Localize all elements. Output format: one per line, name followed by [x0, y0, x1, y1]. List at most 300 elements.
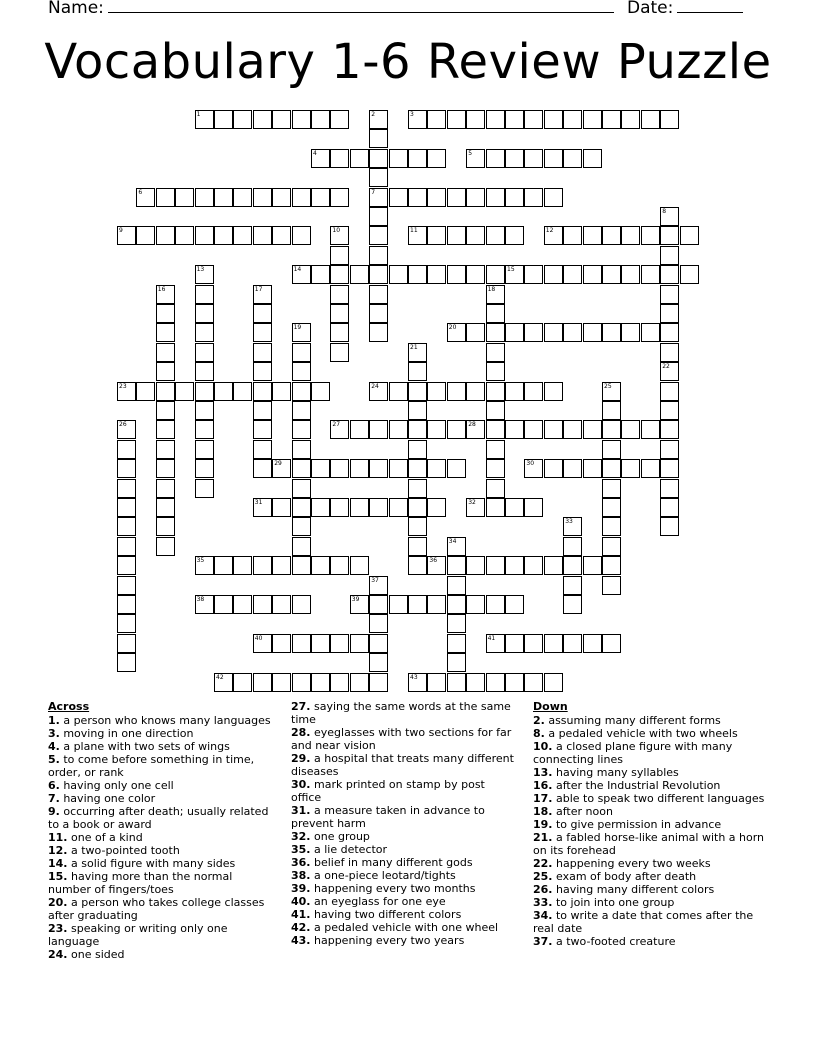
crossword-cell[interactable]	[544, 382, 563, 401]
crossword-cell[interactable]	[524, 420, 543, 439]
crossword-cell[interactable]	[505, 188, 524, 207]
crossword-cell[interactable]	[311, 382, 330, 401]
crossword-cell[interactable]	[272, 188, 291, 207]
crossword-cell[interactable]	[195, 362, 214, 381]
crossword-cell[interactable]	[660, 110, 679, 129]
crossword-cell[interactable]	[350, 149, 369, 168]
crossword-cell[interactable]	[563, 323, 582, 342]
crossword-cell[interactable]	[486, 188, 505, 207]
crossword-cell[interactable]	[660, 226, 679, 245]
crossword-cell[interactable]	[563, 634, 582, 653]
crossword-cell[interactable]	[117, 576, 136, 595]
crossword-cell[interactable]	[272, 634, 291, 653]
crossword-cell[interactable]	[408, 498, 427, 517]
crossword-cell[interactable]	[330, 634, 349, 653]
crossword-cell[interactable]	[195, 265, 214, 284]
crossword-cell[interactable]	[602, 576, 621, 595]
crossword-cell[interactable]	[292, 440, 311, 459]
crossword-cell[interactable]	[660, 207, 679, 226]
crossword-cell[interactable]	[292, 517, 311, 536]
crossword-cell[interactable]	[214, 595, 233, 614]
name-line[interactable]	[108, 0, 614, 13]
crossword-cell[interactable]	[389, 595, 408, 614]
crossword-cell[interactable]	[486, 265, 505, 284]
crossword-cell[interactable]	[621, 110, 640, 129]
crossword-cell[interactable]	[389, 265, 408, 284]
crossword-cell[interactable]	[292, 634, 311, 653]
crossword-cell[interactable]	[660, 285, 679, 304]
crossword-cell[interactable]	[292, 362, 311, 381]
crossword-cell[interactable]	[233, 226, 252, 245]
crossword-cell[interactable]	[156, 440, 175, 459]
crossword-cell[interactable]	[544, 188, 563, 207]
crossword-cell[interactable]	[350, 498, 369, 517]
crossword-cell[interactable]	[117, 226, 136, 245]
crossword-cell[interactable]	[350, 673, 369, 692]
crossword-cell[interactable]	[253, 304, 272, 323]
crossword-cell[interactable]	[447, 420, 466, 439]
crossword-cell[interactable]	[505, 420, 524, 439]
crossword-cell[interactable]	[486, 149, 505, 168]
crossword-cell[interactable]	[156, 401, 175, 420]
crossword-cell[interactable]	[136, 188, 155, 207]
crossword-cell[interactable]	[195, 479, 214, 498]
crossword-cell[interactable]	[524, 382, 543, 401]
crossword-cell[interactable]	[486, 323, 505, 342]
crossword-cell[interactable]	[544, 420, 563, 439]
crossword-cell[interactable]	[292, 556, 311, 575]
crossword-cell[interactable]	[253, 595, 272, 614]
crossword-cell[interactable]	[427, 226, 446, 245]
crossword-cell[interactable]	[505, 595, 524, 614]
crossword-cell[interactable]	[292, 343, 311, 362]
crossword-cell[interactable]	[389, 188, 408, 207]
crossword-cell[interactable]	[389, 382, 408, 401]
crossword-cell[interactable]	[486, 556, 505, 575]
crossword-cell[interactable]	[544, 459, 563, 478]
crossword-cell[interactable]	[602, 401, 621, 420]
crossword-cell[interactable]	[447, 634, 466, 653]
crossword-cell[interactable]	[447, 576, 466, 595]
crossword-cell[interactable]	[369, 634, 388, 653]
crossword-cell[interactable]	[195, 440, 214, 459]
crossword-cell[interactable]	[350, 459, 369, 478]
crossword-cell[interactable]	[292, 382, 311, 401]
crossword-cell[interactable]	[156, 323, 175, 342]
crossword-cell[interactable]	[369, 459, 388, 478]
crossword-cell[interactable]	[427, 595, 446, 614]
crossword-cell[interactable]	[602, 459, 621, 478]
crossword-cell[interactable]	[253, 323, 272, 342]
crossword-cell[interactable]	[156, 285, 175, 304]
crossword-cell[interactable]	[175, 382, 194, 401]
crossword-cell[interactable]	[330, 323, 349, 342]
crossword-cell[interactable]	[369, 576, 388, 595]
crossword-cell[interactable]	[447, 323, 466, 342]
crossword-cell[interactable]	[253, 673, 272, 692]
crossword-cell[interactable]	[253, 634, 272, 653]
crossword-cell[interactable]	[117, 517, 136, 536]
crossword-cell[interactable]	[505, 149, 524, 168]
crossword-cell[interactable]	[311, 265, 330, 284]
crossword-cell[interactable]	[214, 110, 233, 129]
crossword-cell[interactable]	[233, 110, 252, 129]
crossword-cell[interactable]	[563, 537, 582, 556]
crossword-cell[interactable]	[136, 226, 155, 245]
crossword-cell[interactable]	[602, 226, 621, 245]
crossword-cell[interactable]	[563, 595, 582, 614]
crossword-cell[interactable]	[369, 110, 388, 129]
crossword-cell[interactable]	[214, 556, 233, 575]
crossword-cell[interactable]	[233, 595, 252, 614]
crossword-cell[interactable]	[292, 265, 311, 284]
crossword-cell[interactable]	[330, 498, 349, 517]
crossword-cell[interactable]	[195, 304, 214, 323]
crossword-cell[interactable]	[408, 420, 427, 439]
crossword-cell[interactable]	[583, 556, 602, 575]
crossword-cell[interactable]	[563, 556, 582, 575]
crossword-cell[interactable]	[369, 168, 388, 187]
crossword-cell[interactable]	[427, 149, 446, 168]
crossword-cell[interactable]	[272, 498, 291, 517]
crossword-cell[interactable]	[544, 556, 563, 575]
crossword-cell[interactable]	[253, 362, 272, 381]
crossword-cell[interactable]	[117, 595, 136, 614]
crossword-cell[interactable]	[427, 420, 446, 439]
crossword-cell[interactable]	[505, 382, 524, 401]
crossword-cell[interactable]	[369, 382, 388, 401]
crossword-cell[interactable]	[253, 556, 272, 575]
crossword-cell[interactable]	[292, 479, 311, 498]
crossword-cell[interactable]	[447, 556, 466, 575]
crossword-cell[interactable]	[505, 265, 524, 284]
crossword-cell[interactable]	[311, 556, 330, 575]
crossword-cell[interactable]	[408, 673, 427, 692]
crossword-cell[interactable]	[117, 479, 136, 498]
crossword-cell[interactable]	[621, 459, 640, 478]
crossword-cell[interactable]	[330, 246, 349, 265]
crossword-cell[interactable]	[602, 382, 621, 401]
crossword-cell[interactable]	[311, 498, 330, 517]
crossword-cell[interactable]	[195, 323, 214, 342]
crossword-cell[interactable]	[117, 498, 136, 517]
crossword-cell[interactable]	[486, 420, 505, 439]
crossword-cell[interactable]	[272, 110, 291, 129]
crossword-cell[interactable]	[427, 556, 446, 575]
crossword-cell[interactable]	[486, 226, 505, 245]
crossword-cell[interactable]	[330, 265, 349, 284]
crossword-cell[interactable]	[292, 226, 311, 245]
crossword-cell[interactable]	[524, 265, 543, 284]
crossword-cell[interactable]	[156, 459, 175, 478]
crossword-cell[interactable]	[447, 188, 466, 207]
crossword-cell[interactable]	[486, 595, 505, 614]
crossword-cell[interactable]	[563, 517, 582, 536]
crossword-cell[interactable]	[311, 188, 330, 207]
crossword-cell[interactable]	[447, 265, 466, 284]
crossword-cell[interactable]	[156, 420, 175, 439]
crossword-cell[interactable]	[486, 362, 505, 381]
crossword-cell[interactable]	[195, 556, 214, 575]
crossword-cell[interactable]	[214, 382, 233, 401]
crossword-cell[interactable]	[641, 226, 660, 245]
crossword-cell[interactable]	[117, 420, 136, 439]
crossword-cell[interactable]	[272, 226, 291, 245]
crossword-cell[interactable]	[156, 517, 175, 536]
crossword-cell[interactable]	[544, 149, 563, 168]
crossword-cell[interactable]	[292, 595, 311, 614]
crossword-cell[interactable]	[544, 323, 563, 342]
crossword-cell[interactable]	[524, 323, 543, 342]
crossword-cell[interactable]	[311, 634, 330, 653]
crossword-cell[interactable]	[272, 595, 291, 614]
crossword-cell[interactable]	[156, 362, 175, 381]
crossword-cell[interactable]	[544, 265, 563, 284]
crossword-cell[interactable]	[660, 459, 679, 478]
crossword-cell[interactable]	[583, 323, 602, 342]
crossword-cell[interactable]	[350, 556, 369, 575]
crossword-cell[interactable]	[311, 459, 330, 478]
crossword-cell[interactable]	[195, 226, 214, 245]
crossword-cell[interactable]	[486, 285, 505, 304]
crossword-cell[interactable]	[583, 459, 602, 478]
crossword-cell[interactable]	[621, 265, 640, 284]
crossword-cell[interactable]	[292, 459, 311, 478]
crossword-cell[interactable]	[660, 382, 679, 401]
crossword-cell[interactable]	[330, 285, 349, 304]
crossword-cell[interactable]	[330, 188, 349, 207]
crossword-cell[interactable]	[486, 304, 505, 323]
crossword-cell[interactable]	[524, 149, 543, 168]
crossword-cell[interactable]	[544, 673, 563, 692]
crossword-cell[interactable]	[505, 634, 524, 653]
crossword-cell[interactable]	[602, 323, 621, 342]
crossword-cell[interactable]	[369, 323, 388, 342]
crossword-cell[interactable]	[466, 556, 485, 575]
crossword-cell[interactable]	[408, 459, 427, 478]
crossword-cell[interactable]	[253, 343, 272, 362]
crossword-cell[interactable]	[292, 498, 311, 517]
crossword-cell[interactable]	[466, 673, 485, 692]
crossword-cell[interactable]	[408, 595, 427, 614]
date-field[interactable]	[627, 0, 743, 18]
crossword-cell[interactable]	[156, 479, 175, 498]
crossword-cell[interactable]	[408, 556, 427, 575]
crossword-cell[interactable]	[195, 401, 214, 420]
crossword-cell[interactable]	[505, 226, 524, 245]
crossword-cell[interactable]	[447, 595, 466, 614]
crossword-cell[interactable]	[292, 537, 311, 556]
crossword-cell[interactable]	[408, 517, 427, 536]
crossword-cell[interactable]	[583, 420, 602, 439]
crossword-cell[interactable]	[408, 149, 427, 168]
crossword-cell[interactable]	[447, 673, 466, 692]
crossword-cell[interactable]	[195, 188, 214, 207]
crossword-cell[interactable]	[156, 343, 175, 362]
crossword-cell[interactable]	[641, 420, 660, 439]
crossword-cell[interactable]	[369, 653, 388, 672]
crossword-cell[interactable]	[660, 246, 679, 265]
crossword-cell[interactable]	[214, 188, 233, 207]
crossword-cell[interactable]	[117, 382, 136, 401]
crossword-cell[interactable]	[369, 304, 388, 323]
crossword-cell[interactable]	[641, 323, 660, 342]
crossword-cell[interactable]	[583, 634, 602, 653]
crossword-cell[interactable]	[660, 420, 679, 439]
crossword-cell[interactable]	[292, 673, 311, 692]
crossword-cell[interactable]	[311, 149, 330, 168]
crossword-cell[interactable]	[602, 556, 621, 575]
crossword-cell[interactable]	[466, 595, 485, 614]
crossword-cell[interactable]	[563, 576, 582, 595]
crossword-cell[interactable]	[427, 498, 446, 517]
crossword-cell[interactable]	[544, 634, 563, 653]
crossword-cell[interactable]	[156, 226, 175, 245]
crossword-cell[interactable]	[660, 517, 679, 536]
crossword-cell[interactable]	[272, 382, 291, 401]
crossword-cell[interactable]	[447, 382, 466, 401]
crossword-cell[interactable]	[195, 420, 214, 439]
crossword-cell[interactable]	[253, 401, 272, 420]
crossword-cell[interactable]	[330, 110, 349, 129]
crossword-cell[interactable]	[369, 420, 388, 439]
crossword-cell[interactable]	[563, 420, 582, 439]
crossword-cell[interactable]	[563, 226, 582, 245]
crossword-cell[interactable]	[524, 459, 543, 478]
crossword-cell[interactable]	[466, 323, 485, 342]
crossword-cell[interactable]	[486, 382, 505, 401]
crossword-cell[interactable]	[136, 382, 155, 401]
crossword-cell[interactable]	[408, 188, 427, 207]
crossword-cell[interactable]	[350, 595, 369, 614]
crossword-cell[interactable]	[408, 362, 427, 381]
crossword-cell[interactable]	[641, 265, 660, 284]
crossword-cell[interactable]	[563, 459, 582, 478]
crossword-cell[interactable]	[292, 188, 311, 207]
crossword-cell[interactable]	[292, 401, 311, 420]
crossword-cell[interactable]	[389, 498, 408, 517]
crossword-cell[interactable]	[486, 673, 505, 692]
crossword-cell[interactable]	[505, 673, 524, 692]
crossword-cell[interactable]	[447, 110, 466, 129]
crossword-cell[interactable]	[117, 440, 136, 459]
crossword-cell[interactable]	[311, 673, 330, 692]
crossword-cell[interactable]	[680, 226, 699, 245]
crossword-cell[interactable]	[272, 556, 291, 575]
crossword-cell[interactable]	[660, 401, 679, 420]
crossword-cell[interactable]	[253, 226, 272, 245]
crossword-cell[interactable]	[408, 440, 427, 459]
crossword-cell[interactable]	[427, 459, 446, 478]
crossword-cell[interactable]	[660, 498, 679, 517]
crossword-cell[interactable]	[466, 498, 485, 517]
crossword-cell[interactable]	[156, 382, 175, 401]
crossword-cell[interactable]	[175, 188, 194, 207]
crossword-cell[interactable]	[505, 323, 524, 342]
crossword-cell[interactable]	[117, 614, 136, 633]
crossword-cell[interactable]	[272, 459, 291, 478]
crossword-cell[interactable]	[175, 226, 194, 245]
crossword-cell[interactable]	[253, 382, 272, 401]
crossword-cell[interactable]	[253, 188, 272, 207]
crossword-cell[interactable]	[408, 226, 427, 245]
crossword-cell[interactable]	[427, 265, 446, 284]
crossword-cell[interactable]	[369, 673, 388, 692]
crossword-cell[interactable]	[330, 420, 349, 439]
crossword-cell[interactable]	[447, 614, 466, 633]
crossword-cell[interactable]	[680, 265, 699, 284]
crossword-cell[interactable]	[369, 129, 388, 148]
crossword-cell[interactable]	[408, 265, 427, 284]
crossword-cell[interactable]	[486, 498, 505, 517]
crossword-cell[interactable]	[447, 226, 466, 245]
crossword-cell[interactable]	[505, 556, 524, 575]
crossword-cell[interactable]	[369, 498, 388, 517]
crossword-cell[interactable]	[117, 459, 136, 478]
crossword-cell[interactable]	[544, 226, 563, 245]
crossword-cell[interactable]	[233, 188, 252, 207]
crossword-cell[interactable]	[117, 537, 136, 556]
crossword-cell[interactable]	[641, 110, 660, 129]
crossword-cell[interactable]	[117, 556, 136, 575]
crossword-cell[interactable]	[583, 110, 602, 129]
crossword-cell[interactable]	[195, 343, 214, 362]
crossword-cell[interactable]	[641, 459, 660, 478]
crossword-cell[interactable]	[330, 343, 349, 362]
crossword-cell[interactable]	[292, 110, 311, 129]
crossword-cell[interactable]	[330, 459, 349, 478]
crossword-cell[interactable]	[156, 537, 175, 556]
crossword-cell[interactable]	[408, 382, 427, 401]
crossword-cell[interactable]	[583, 149, 602, 168]
crossword-cell[interactable]	[466, 265, 485, 284]
crossword-cell[interactable]	[660, 479, 679, 498]
crossword-cell[interactable]	[369, 265, 388, 284]
crossword-cell[interactable]	[233, 382, 252, 401]
crossword-cell[interactable]	[330, 304, 349, 323]
crossword-cell[interactable]	[389, 420, 408, 439]
crossword-cell[interactable]	[466, 226, 485, 245]
crossword-cell[interactable]	[505, 110, 524, 129]
crossword-cell[interactable]	[583, 226, 602, 245]
crossword-cell[interactable]	[253, 498, 272, 517]
crossword-cell[interactable]	[486, 343, 505, 362]
crossword-cell[interactable]	[486, 401, 505, 420]
crossword-cell[interactable]	[195, 110, 214, 129]
crossword-cell[interactable]	[214, 673, 233, 692]
crossword-cell[interactable]	[369, 188, 388, 207]
crossword-cell[interactable]	[466, 188, 485, 207]
crossword-cell[interactable]	[602, 517, 621, 536]
crossword-cell[interactable]	[427, 188, 446, 207]
crossword-cell[interactable]	[369, 207, 388, 226]
crossword-cell[interactable]	[660, 304, 679, 323]
crossword-cell[interactable]	[156, 304, 175, 323]
crossword-cell[interactable]	[253, 459, 272, 478]
crossword-cell[interactable]	[389, 459, 408, 478]
crossword-cell[interactable]	[660, 265, 679, 284]
crossword-cell[interactable]	[292, 420, 311, 439]
crossword-cell[interactable]	[466, 382, 485, 401]
crossword-cell[interactable]	[602, 498, 621, 517]
crossword-cell[interactable]	[369, 614, 388, 633]
crossword-cell[interactable]	[447, 537, 466, 556]
crossword-cell[interactable]	[233, 556, 252, 575]
crossword-cell[interactable]	[447, 459, 466, 478]
crossword-cell[interactable]	[447, 653, 466, 672]
crossword-cell[interactable]	[621, 420, 640, 439]
crossword-cell[interactable]	[253, 440, 272, 459]
